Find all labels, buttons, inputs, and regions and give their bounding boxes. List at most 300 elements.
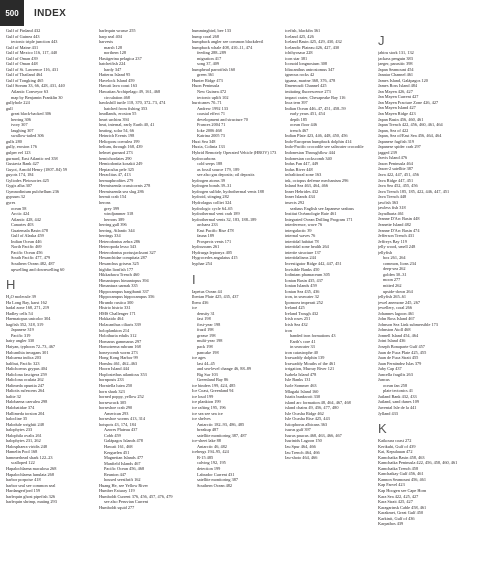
index-entry: gurnard, East Atlantic red 358: [6, 155, 58, 161]
index-entry: feeding 288–289: [197, 50, 226, 56]
index-entry: North Pacific 469: [11, 244, 42, 250]
index-entry: Ha Long Bay, karst 162: [6, 299, 47, 305]
index-entry: Java Trench 448: [378, 194, 407, 200]
index-entry: Izu Spur 464, 466: [285, 444, 316, 450]
index-entry: Japan, Sea of/East Sea 456, 464, 464: [378, 133, 442, 139]
index-entry: as fossil source 179, 189: [197, 166, 240, 172]
index-entry: Indonesian Throughflow 444: [285, 150, 336, 156]
index-entry: iron, in seawater 32: [285, 294, 319, 300]
index-entry: Istiophorus albicans 363: [285, 421, 328, 427]
index-entry: Indus Fan 447, 449: [285, 161, 319, 167]
index-entry: Irish roses 251: [285, 316, 311, 322]
index-entry: jewel anemone 245, 267: [378, 299, 421, 305]
index-entry: isurus gulf 397: [285, 427, 311, 433]
index-entry: Halodule wrightii 248: [6, 421, 44, 427]
index-entry: island chains 49, 456, 477, 480: [285, 405, 339, 411]
index-entry: harlequin wrasse 255: [99, 28, 136, 33]
index-entry: banded iron formations 43: [290, 333, 336, 339]
index-entry: herring 306: [11, 116, 31, 122]
index-entry: Hamelin Pool 168: [6, 449, 38, 455]
index-entry: Havelock Island 459: [99, 77, 135, 83]
index-entry: Izu-shoto 464, 466: [285, 455, 318, 461]
index-entry: intergalactic 39: [285, 227, 312, 233]
section-letter: K: [378, 421, 387, 437]
index-entry: infralittoral zone 163: [285, 172, 322, 178]
index-entry: headlands, erosion 55: [99, 111, 137, 117]
index-entry: Juncella fragilis 263: [378, 371, 413, 377]
index-entry: Hoorn Island 444: [99, 366, 130, 372]
index-entry: Hapalochlaena maculosa 268: [6, 466, 57, 472]
index-entry: Halcanthia invagans 301: [6, 349, 49, 355]
index-entry: Pacific Ocean 456: [11, 249, 43, 255]
index-entry: horned poppy, yellow 252: [99, 394, 144, 400]
index-entry: hemichordates 290: [99, 155, 132, 161]
index-entry: Hikkaduwa Trench 460: [99, 272, 140, 278]
index-entry: Isole Sommer 463: [285, 383, 317, 388]
index-entry: Juby Cap 437: [378, 366, 402, 372]
index-entry: Inner Hebrides 432: [285, 188, 319, 194]
index-entry: Indus River 448: [285, 166, 313, 172]
index-entry: Iodiniam phamaceum 305: [285, 272, 330, 278]
index-entry: heat, internal, early Earth 40, 41: [99, 122, 155, 128]
index-entry: honeycomb worm 273: [99, 349, 138, 355]
index-entry: Indian Plate 423, 446, 448, 450, 456: [285, 133, 348, 139]
index-entry: gulper eel 123: [6, 150, 31, 156]
index-entry: Hapalochlaena lunulata 268: [6, 471, 54, 477]
index-entry: intertidalisms 244: [285, 255, 316, 261]
index-entry: Hybrid Remotely Operated Vehicle (HROV) 173: [192, 150, 277, 156]
index-entry: insects 292: [285, 199, 305, 205]
index-entry: Frances 2004 71: [197, 122, 226, 128]
index-entry: Kanchatkay Gulf 456, 461: [378, 471, 424, 477]
index-entry: Homotrema rubrum 168: [99, 344, 141, 350]
index-entry: Jan Mayen Current 427: [378, 94, 419, 100]
index-entry: map by Benjamin Franklin 30: [11, 94, 63, 100]
index-entry: heart urchins 394: [99, 116, 129, 122]
index-entry: Izu Trench 464, 466: [285, 449, 320, 455]
index-entry: Hepiaculus pele 325: [99, 166, 135, 172]
index-entry: development and structure 70: [197, 116, 248, 122]
index-entry: Japanese fugfish 319: [378, 138, 415, 144]
index-entry: Isurus paucus 468, 463, 466, 467: [285, 432, 342, 438]
index-entry: Gulf of Thailand 464: [6, 72, 43, 78]
index-entry: Halichoerus grypus 404: [6, 366, 48, 372]
index-entry: herring gull 396: [99, 222, 127, 228]
index-entry: Indo-European humpback dolphin 414: [285, 138, 352, 144]
index-entry: jaeger, parasitic 398: [378, 61, 413, 67]
index-entry: Jayadharta 461: [378, 210, 404, 216]
index-entry: impact crater, Chesapeake Bay 116: [285, 94, 346, 100]
index-entry: jagged 239: [378, 149, 397, 155]
index-entry: upside-down 264: [383, 288, 413, 294]
index-entry: Karakmet, Great Gulf 450: [378, 510, 424, 516]
index-entry: depth 185: [290, 116, 308, 122]
index-entry: irrigation, Murray River 121: [285, 366, 335, 372]
index-entry: Arctic 424: [11, 211, 30, 217]
index-entry: Ice Coast, Greenland 94: [192, 388, 234, 394]
index-entry: migration 417: [197, 55, 222, 61]
index-entry: Galápagos Islands 478: [104, 438, 143, 444]
index-entry: Jylland 433: [378, 410, 398, 416]
index-entry: Iberian Plate 425, 435, 437: [192, 294, 239, 300]
index-entry: Hippocampus bargibanti 337: [99, 288, 149, 294]
index-entry: interference, wave 76: [285, 222, 323, 228]
index-entry: Jutland, sand dunes 109: [378, 399, 420, 405]
index-entry: hydroid, stinging 282: [192, 194, 229, 200]
index-entry: Juan de Fuca Strait 455: [378, 355, 419, 361]
index-entry: iron: [285, 327, 292, 333]
index-entry: Iceland Basin 425, 429, 430, 432: [285, 39, 342, 45]
index-entry: Guyot, Arnold Henry (1807–84) 59: [6, 166, 67, 172]
index-entry: upwelling and downwelling 60: [11, 266, 65, 272]
index-entry: Kai, Kepulauan 472: [378, 449, 413, 455]
index-entry: Kerguelen 451: [104, 449, 130, 455]
index-entry: Huon Peninsula: [192, 83, 220, 89]
index-entry: horn shark 323: [99, 388, 125, 394]
index-entry: box 261, 264: [383, 255, 406, 261]
index-entry: Hemiodontia kosakii 249: [99, 161, 143, 167]
index-entry: Ionian Basin 435, 437: [285, 277, 323, 283]
index-entry: herrons 389: [104, 216, 125, 222]
index-entry: halocline 35: [6, 416, 28, 422]
index-entry: Johannes lagoon 461: [378, 310, 415, 316]
index-entry: Hermissenda sea slug 286: [99, 188, 144, 194]
index-entry: hydrogen sulfide, hydrothermal vents 188: [192, 188, 264, 194]
index-entry: Haliclona fascigera 259: [6, 371, 47, 377]
index-entry: archaea 233: [197, 222, 218, 228]
index-entry: B-15 485: [197, 454, 214, 460]
index-entry: scalloped 122: [11, 460, 35, 466]
index-entry: halophytes 231, 262: [6, 438, 41, 444]
index-entry: intertidal zone health 264: [285, 244, 329, 250]
index-entry: humphead parrotfish 160: [192, 66, 236, 72]
index-entry: Irrawaddy dolphin 139: [285, 355, 325, 361]
index-entry: Jan Mayen Island 427: [378, 105, 416, 111]
index-entry: Kara Strait 425, 427: [378, 499, 413, 505]
index-entry: jawfish 363: [378, 199, 399, 205]
index-entry: Kamchatka Trench 458: [378, 465, 419, 471]
index-entry: Jarvis Island 476: [378, 155, 408, 161]
index-entry: Hadley cells 54: [6, 310, 33, 316]
index-entry: heating, solar 54, 66: [99, 127, 134, 133]
index-entry: Ipomoea imperati 252: [285, 299, 323, 305]
index-entry: Java Ridge 447, 451: [378, 177, 414, 183]
index-entry: Janatar Channel 461: [378, 72, 414, 78]
index-entry: Gyliodes Pleiosories 425: [6, 177, 49, 183]
index-entry: East Pacific Rise 478: [197, 227, 234, 233]
index-entry: jelly wood, smell 248: [378, 244, 416, 250]
index-entry: Jutland Bank 432, 433: [378, 393, 417, 399]
index-entry: Helioporu coerulea 199: [99, 138, 140, 144]
index-entry: cold seeps 188: [197, 161, 223, 167]
index-entry: Gygis alba 307: [6, 183, 33, 189]
index-entry: ivory 307: [11, 122, 28, 128]
index-entry: Pacific 319: [11, 332, 31, 338]
index-entry: Institut Océanologie Raie 461: [285, 211, 337, 217]
index-entry: ocean floor 446: [290, 122, 317, 128]
index-entry: Isle Ocasha Ridge 462: [285, 410, 324, 416]
index-entry: hurricanes 70–71: [192, 100, 222, 106]
index-entry: green 361: [197, 72, 215, 78]
index-entry: gullyhole 224: [6, 100, 30, 106]
index-entry: John Ross Island 467: [378, 316, 415, 322]
index-entry: Big Sur 103: [197, 371, 218, 377]
index-entry: Kamchatka Peninsula 422, 456, 458, 460, 461: [378, 460, 458, 466]
index-entry: grease 198: [197, 332, 216, 338]
index-entry: Heteropoda lesso 343: [99, 244, 137, 250]
index-entry: Hokkaido 464: [99, 316, 124, 322]
index-entry: hagfish 352, 318, 319: [6, 321, 44, 327]
index-entry: Inca tern 397: [285, 100, 308, 106]
index-entry: Hirundo rustica 300: [99, 299, 134, 305]
index-entry: Kannon Seamount 456, 461: [378, 476, 426, 482]
index-entry: Reunion 447: [104, 471, 127, 477]
index-entry: trench 467: [290, 127, 309, 133]
index-entry: laughing 307: [11, 127, 34, 133]
index-entry: Gustavia Bank 427: [6, 161, 39, 167]
index-entry: Indo-Pacific crocodile see saltwater crocodile: [285, 144, 364, 150]
index-entry: Ionian Islands 459: [285, 283, 317, 289]
index-entry: Juan de Fuca Plate 425, 455: [378, 349, 427, 355]
index-entry: helium, through 168, 439: [99, 144, 143, 150]
index-entry: Hong Kong Harbor 99: [99, 355, 138, 361]
index-entry: Hastigerina pelagica 237: [99, 55, 142, 61]
index-entry: pack 198: [197, 343, 213, 349]
index-entry: Jeanne D'Arc Basin 474: [378, 227, 420, 233]
index-entry: hydrogen bonds 39–31: [192, 183, 232, 189]
index-entry: James Island, Galápagos 120: [378, 77, 428, 83]
index-entry: Heterodontus portusjacksoni 327: [99, 249, 156, 255]
index-entry: hermit crab 154: [99, 194, 127, 200]
index-entry: jabiru stork 131, 132: [378, 50, 414, 55]
index-entry: song 37, 409: [197, 61, 220, 67]
index-entry: Jefferson Trench 431: [378, 233, 415, 239]
index-entry: Japan, Sea of 422: [378, 127, 409, 133]
index-entry: hermaphrodites 279: [99, 177, 134, 183]
index-entry: windjammer 318: [104, 211, 134, 217]
index-entry: plate tectonics 41: [383, 388, 414, 394]
index-entry: American 293: [104, 410, 129, 416]
section-letter: I: [192, 271, 196, 287]
index-entry: housed seesthrift 162: [104, 477, 141, 483]
index-entry: Gulf of Oman 439: [6, 55, 38, 61]
index-entry: Istatis bunkwoit 330: [285, 394, 321, 400]
index-entry: Ilmenwudi Channel 425: [285, 83, 327, 89]
index-entry: halibut, Pacific 323: [6, 360, 40, 366]
index-entry: Irish Sea 432: [285, 321, 308, 327]
index-entry: hummingbird, bee 133: [192, 28, 232, 33]
index-entry: Azores Plateau 437: [104, 427, 138, 433]
index-entry: Hexanchidae compitata 287: [99, 255, 147, 261]
index-entry: Gulf of Oman 448: [6, 61, 38, 67]
index-entry: Johnson Sea Link submersible 173: [378, 321, 438, 327]
index-entry: Labrador Current 431: [197, 471, 235, 477]
index-entry: Isabela Island 478: [285, 371, 317, 377]
index-entry: James Ross Island 484: [378, 83, 418, 89]
index-entry: Halobatidae 374: [6, 405, 35, 410]
index-entry: Japanese 319: [11, 327, 34, 333]
index-entry: jellyfish 265–61: [378, 294, 407, 300]
index-entry: Atlantic 428, 442: [11, 216, 41, 222]
index-entry: mitted 262: [383, 282, 402, 288]
index-entry: Hexanchus griseus 325: [99, 260, 139, 266]
index-entry: Jason-2 satellite 387: [378, 166, 414, 172]
index-entry: hydrocarbons: [192, 155, 216, 161]
index-entry: Humber Estuary 119: [99, 488, 135, 494]
index-entry: Java Sea 452, 455, 456: [378, 183, 418, 189]
index-entry: Heinrich Events 198: [99, 133, 135, 139]
index-entry: Iceland 425, 426: [285, 33, 314, 39]
index-entry: humpback angler see common blackdevil: [192, 39, 264, 45]
index-entry: Irrawaddy Mouths of the 461: [285, 360, 336, 366]
index-entry: Halobaena caerulea 298: [6, 399, 48, 405]
index-entry: tectonic uplift 102: [197, 94, 229, 100]
index-entry: Southern Ocean 482: [197, 482, 233, 488]
index-entry: Integrated Ocean Drilling Program 171: [285, 216, 353, 222]
index-entry: multi-year 198: [197, 338, 223, 344]
index-entry: Haiyan, typhoon 72–73, 467: [6, 343, 56, 349]
index-entry: Isurinids Lagoon 150: [285, 438, 322, 444]
index-entry: Jason Peninsula 464: [378, 160, 413, 166]
index-entry: Kap Farvel 423: [378, 482, 405, 488]
index-entry: early years 451, 454: [290, 111, 325, 117]
index-entry: jackass penguin 383: [378, 55, 413, 61]
index-entry: great black-backed 306: [11, 111, 52, 117]
index-entry: Hawaii lava coast 163: [99, 83, 138, 89]
index-entry: jewellery, coral 266: [378, 305, 412, 311]
index-entry: horsewrack 305: [99, 399, 127, 405]
index-entry: icon star 381: [285, 55, 308, 61]
index-entry: tectonic triple junction 443: [11, 39, 58, 45]
index-entry: harvests: [99, 39, 114, 45]
index-entry: northern 128: [104, 50, 127, 56]
index-entry: Iconoid longnosium 308: [285, 61, 328, 67]
index-entry: grey 399: [104, 205, 120, 211]
index-entry: hawksbill turtle 118, 370, 372–73, 474: [99, 100, 166, 106]
index-entry: Gulf of Finland 432: [6, 28, 41, 33]
index-entry: Ireland Trough 432: [285, 310, 319, 316]
section-letter: J: [378, 33, 385, 48]
index-entry: Halophila ovalis 261: [6, 432, 42, 438]
index-entry: Katrina 2005 73: [197, 133, 225, 139]
index-entry: hairy angler 330: [6, 338, 35, 344]
index-entry: Haematopus unicolor 304: [6, 316, 51, 322]
index-entry: harlequin ghost pipefish 326: [6, 493, 56, 499]
index-entry: holoplankton 214: [99, 327, 130, 333]
index-entry: Kamchatka Basin 458, 463: [378, 454, 425, 460]
index-entry: seabass English see Japanese seabass: [290, 205, 354, 211]
index-entry: Gymnodinium pulchellum 236: [6, 188, 59, 194]
index-entry: hadal zone 168, 271, 219: [6, 305, 50, 311]
index-entry: Ioke 2006 468: [197, 127, 222, 133]
index-entry: hydrozoans 261: [192, 244, 220, 250]
index-entry: harbor seal see common seal: [6, 482, 56, 488]
index-entry: last 44–45: [197, 360, 215, 366]
index-entry: see also Peruvian Current: [104, 499, 149, 505]
index-entry: Jeanette Island 482: [378, 221, 411, 227]
index-entry: Gulf of Maine 431: [6, 44, 39, 50]
index-entry: Isle Banks 131: [285, 377, 311, 383]
index-entry: Japan Seamount 454: [378, 66, 414, 72]
index-column-5: [378, 28, 480, 568]
index-entry: Jan Mayen 426, 427: [378, 88, 413, 94]
index-entry: Magnetian Islands 477: [104, 455, 144, 461]
index-entry: Gulf of Guinea 443: [6, 33, 40, 39]
index-entry: Investigator Ridge 442, 447, 451: [285, 260, 342, 266]
index-entry: Huxia, Colinia 133: [192, 144, 225, 150]
index-entry: fast 198: [197, 316, 211, 322]
index-entry: Juan Fernández Islas 379: [378, 360, 422, 366]
index-entry: herons: [99, 199, 111, 205]
index-entry: ocean fan 258: [383, 382, 408, 388]
index-entry: Mlagaki Island 160: [285, 388, 319, 394]
index-entry: detection 199: [197, 466, 221, 472]
index-entry: jellyfish: [378, 249, 393, 255]
index-entry: hammerhead shark 122–23: [6, 454, 53, 460]
index-entry: fauna 189: [197, 233, 215, 239]
index-entry: Humboldt squid 277: [99, 505, 135, 511]
index-entry: ice rafting 195, 196: [192, 405, 226, 410]
index-entry: Guatemala Basin 478: [11, 227, 48, 233]
index-entry: deep-sea 262: [383, 266, 406, 272]
index-entry: igneous rocks 42: [285, 72, 315, 78]
index-entry: Inland Sea 463, 464, 466: [285, 183, 328, 189]
index-entry: Holothuria edulis 312: [99, 333, 137, 339]
index-entry: Japan Basin 456, 460, 461: [378, 116, 424, 122]
index-entry: hump coral 268: [192, 33, 219, 39]
index-entry: ichthyosaur 228: [285, 50, 313, 56]
index-entry: helmet gurnard 273: [99, 150, 133, 156]
index-entry: Hoplostethus atlanticus 353: [99, 371, 147, 377]
index-entry: density 31: [197, 310, 215, 316]
index-entry: internal waves 76: [285, 233, 316, 239]
index-entry: Kaikoura coast 272: [378, 438, 412, 444]
index-entry: ice shelves: [192, 416, 211, 422]
index-entry: hatched from fishing 353: [104, 105, 148, 111]
index-entry: Kerikuhi, Gulf of 439: [378, 443, 416, 449]
index-entry: Hawaii 161, 468: [104, 444, 133, 450]
index-entry: Hardangerfjord 159: [6, 488, 41, 494]
index-entry: Hydrurga leptonyx 405: [192, 249, 233, 255]
index-entry: Gulf of Alaska 459: [11, 233, 44, 239]
index-entry: Southern Ocean 482, 487: [11, 260, 55, 266]
index-entry: guyots 174, 184: [6, 172, 34, 178]
index-entry: herrings 334: [99, 233, 121, 239]
page-number: 500: [0, 0, 24, 26]
index-entry: Invisible Banks 450: [285, 266, 320, 272]
index-entry: hatchetfish 224: [99, 61, 126, 67]
index-entry: gulls 280: [6, 138, 22, 144]
index-entry: ice binders 199, 424, 485: [192, 382, 236, 388]
index-entry: calving 192, 195: [197, 460, 226, 466]
index-entry: Prospects vents 171: [197, 238, 232, 244]
index-entry: see also gas deposits; oil deposits: [197, 172, 255, 178]
index-entry: hydrologic cycle 64–65: [192, 205, 233, 211]
index-entry: halite 32: [6, 393, 21, 399]
index-entry: New Guinea 472: [197, 89, 227, 95]
index-entry: Jan Mayen Ridge 423: [378, 111, 416, 117]
index-entry: Halosphaera viridis 248: [6, 443, 48, 449]
index-entry: icefish, blackfin 361: [285, 28, 321, 33]
index-entry: Manfield Islands 467: [104, 460, 141, 466]
index-entry: marsh 128: [104, 44, 123, 50]
index-entry: herring, Atlantic 344: [99, 227, 135, 233]
index-entry: satellite monitoring 387: [197, 477, 239, 483]
index-entry: Kara Sea 422, 425, 427: [378, 493, 419, 499]
index-entry: Hatteras Island 95: [99, 72, 131, 78]
index-entry: Gulf of St. Lawrence 116, 431: [6, 66, 59, 72]
index-entry: humpback whale 408, 410–11, 474: [192, 44, 253, 50]
